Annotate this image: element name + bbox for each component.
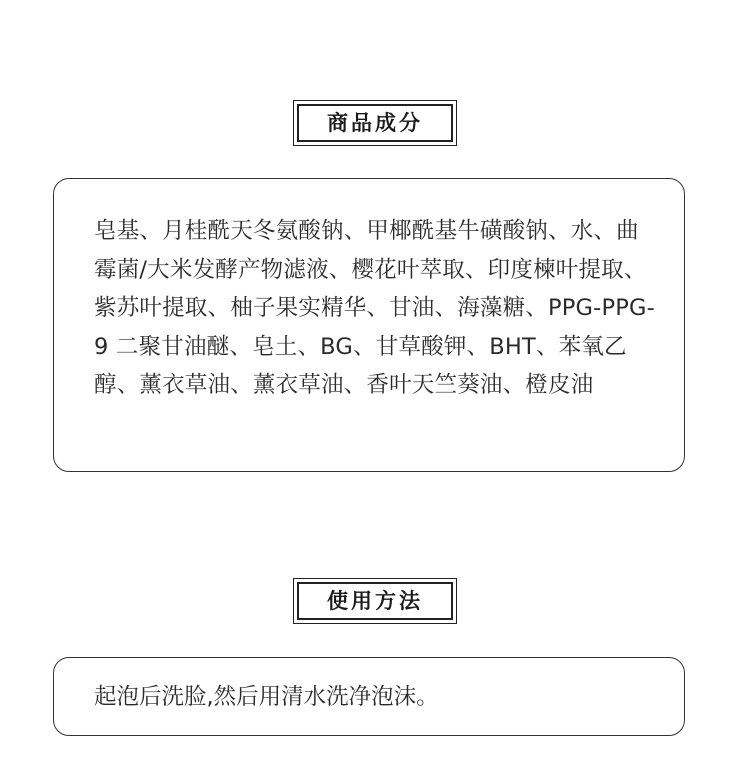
ingredients-card [53, 178, 685, 472]
ingredients-title: 商品成分 [297, 104, 453, 142]
usage-text: 起泡后洗脸,然后用清水洗净泡沫。 [94, 683, 439, 710]
usage-title-frame [293, 578, 457, 624]
usage-title: 使用方法 [297, 582, 453, 620]
ingredients-title-frame [293, 100, 457, 146]
usage-card [53, 657, 685, 736]
ingredients-text: 皂基、月桂酰天冬氨酸钠、甲椰酰基牛磺酸钠、水、曲霉菌/大米发酵产物滤液、樱花叶萃取、印度楝叶提取、紫苏叶提取、柚子果实精华、甘油、海藻糖、PPG-PPG-9 二聚甘油醚、皂土、BG、甘草酸钾、BHT、苯氧乙醇、薰衣草油、薰衣草油、香叶天竺葵油、橙皮油 [94, 218, 655, 398]
